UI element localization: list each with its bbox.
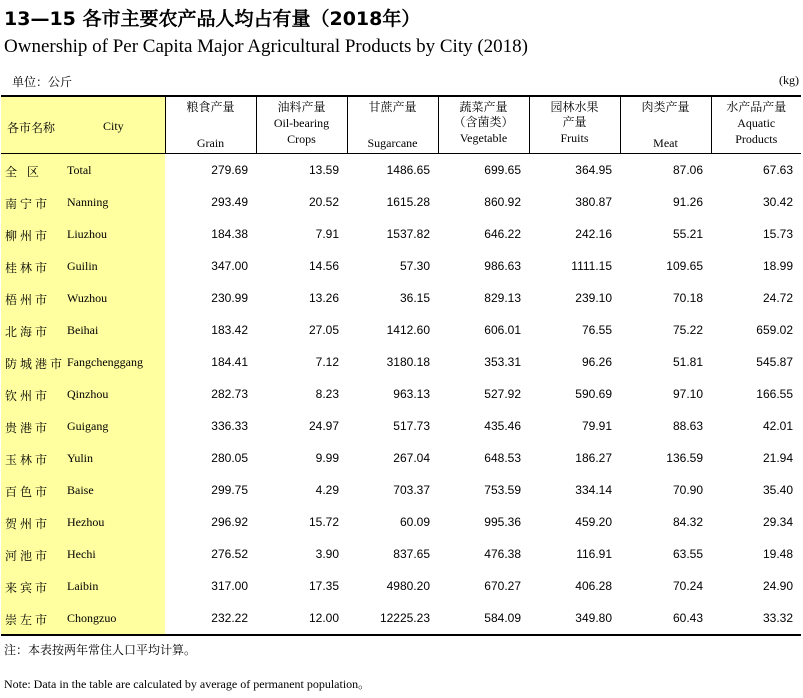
value-fruits: 242.16 bbox=[575, 227, 612, 241]
city-name-en: Baise bbox=[67, 483, 94, 497]
table-header-row bbox=[1, 96, 801, 154]
city-name-en: Qinzhou bbox=[67, 387, 109, 401]
value-grain: 184.41 bbox=[211, 355, 248, 369]
value-fruits: 459.20 bbox=[575, 515, 612, 529]
value-oil: 3.90 bbox=[315, 547, 339, 561]
value-aquatic: 35.40 bbox=[762, 483, 793, 497]
header-aquatic-en1: Aquatic bbox=[737, 116, 776, 130]
header-meat-cn: 肉类产量 bbox=[641, 100, 690, 114]
city-cell bbox=[1, 378, 165, 410]
value-sugarcane: 703.37 bbox=[393, 483, 430, 497]
city-cell bbox=[1, 602, 165, 635]
unit-label-cn: 单位：公斤 bbox=[12, 75, 73, 89]
city-name-en: Guigang bbox=[67, 419, 109, 433]
table-row bbox=[1, 474, 801, 506]
city-name-en: Hezhou bbox=[67, 515, 105, 529]
header-oil-en1: Oil-bearing bbox=[273, 116, 330, 130]
value-vegetable: 670.27 bbox=[484, 579, 521, 593]
value-aquatic: 166.55 bbox=[756, 387, 793, 401]
value-aquatic: 545.87 bbox=[756, 355, 793, 369]
city-cell bbox=[1, 538, 165, 570]
footnote-cn: 注：本表按两年常住人口平均计算。 bbox=[4, 643, 197, 657]
city-name-en: Nanning bbox=[67, 195, 109, 209]
unit-label-en: (kg) bbox=[779, 73, 799, 87]
page-title-cn: 13—15 各市主要农产品人均占有量（2018年） bbox=[4, 8, 421, 30]
header-sugarcane-en: Sugarcane bbox=[367, 136, 418, 150]
table-row bbox=[1, 346, 801, 378]
value-fruits: 334.14 bbox=[575, 483, 612, 497]
value-oil: 17.35 bbox=[308, 579, 339, 593]
value-fruits: 406.28 bbox=[575, 579, 612, 593]
header-fruits-cn: 园林水果 bbox=[550, 100, 599, 114]
city-name-cn: 南宁市 bbox=[5, 197, 51, 211]
value-oil: 27.05 bbox=[308, 323, 339, 337]
header-sugarcane bbox=[347, 96, 438, 154]
table-row bbox=[1, 538, 801, 570]
value-grain: 183.42 bbox=[211, 323, 248, 337]
value-meat: 84.32 bbox=[672, 515, 703, 529]
table-row bbox=[1, 378, 801, 410]
value-grain: 279.69 bbox=[211, 163, 248, 177]
value-sugarcane: 1412.60 bbox=[386, 323, 430, 337]
value-meat: 55.21 bbox=[672, 227, 703, 241]
value-meat: 63.55 bbox=[672, 547, 703, 561]
value-vegetable: 584.09 bbox=[484, 611, 521, 625]
value-oil: 12.00 bbox=[308, 611, 339, 625]
value-fruits: 364.95 bbox=[575, 163, 612, 177]
city-cell bbox=[1, 154, 165, 187]
value-grain: 184.38 bbox=[211, 227, 248, 241]
header-meat-en: Meat bbox=[653, 136, 678, 150]
value-vegetable: 646.22 bbox=[484, 227, 521, 241]
city-name-cn: 贵港市 bbox=[5, 421, 51, 435]
value-vegetable: 699.65 bbox=[484, 163, 521, 177]
city-name-cn: 全 区 bbox=[5, 165, 42, 179]
header-aquatic-cn: 水产品产量 bbox=[726, 100, 787, 114]
value-vegetable: 353.31 bbox=[484, 355, 521, 369]
header-oil-cn: 油料产量 bbox=[277, 100, 326, 114]
table-row bbox=[1, 250, 801, 282]
value-oil: 4.29 bbox=[315, 483, 339, 497]
value-fruits: 380.87 bbox=[575, 195, 612, 209]
value-sugarcane: 963.13 bbox=[393, 387, 430, 401]
value-oil: 9.99 bbox=[315, 451, 339, 465]
city-cell bbox=[1, 186, 165, 218]
city-name-cn: 钦州市 bbox=[5, 389, 51, 403]
table-row bbox=[1, 186, 801, 218]
value-meat: 70.24 bbox=[672, 579, 703, 593]
city-cell bbox=[1, 442, 165, 474]
value-fruits: 116.91 bbox=[576, 547, 612, 561]
value-meat: 97.10 bbox=[672, 387, 703, 401]
value-aquatic: 42.01 bbox=[762, 419, 793, 433]
value-oil: 8.23 bbox=[315, 387, 339, 401]
city-name-cn: 崇左市 bbox=[5, 613, 51, 627]
value-vegetable: 606.01 bbox=[484, 323, 521, 337]
city-cell bbox=[1, 314, 165, 346]
value-aquatic: 21.94 bbox=[762, 451, 793, 465]
table-row bbox=[1, 602, 801, 635]
value-sugarcane: 12225.23 bbox=[379, 611, 430, 625]
table-row bbox=[1, 314, 801, 346]
table-row bbox=[1, 506, 801, 538]
value-vegetable: 476.38 bbox=[484, 547, 521, 561]
header-fruits bbox=[529, 96, 620, 154]
city-cell bbox=[1, 218, 165, 250]
city-name-cn: 柳州市 bbox=[5, 229, 51, 243]
value-grain: 347.00 bbox=[211, 259, 248, 273]
city-name-cn: 玉林市 bbox=[5, 453, 51, 467]
header-fruits-cn2: 产量 bbox=[562, 115, 587, 129]
value-fruits: 96.26 bbox=[581, 355, 612, 369]
value-oil: 15.72 bbox=[308, 515, 339, 529]
table-body bbox=[1, 154, 801, 636]
city-name-en: Hechi bbox=[67, 547, 96, 561]
city-name-cn: 北海市 bbox=[5, 325, 51, 339]
value-sugarcane: 1486.65 bbox=[386, 163, 430, 177]
city-cell bbox=[1, 250, 165, 282]
header-grain bbox=[165, 96, 256, 154]
header-vegetable bbox=[438, 96, 529, 154]
table-row bbox=[1, 282, 801, 314]
value-sugarcane: 267.04 bbox=[393, 451, 430, 465]
city-cell bbox=[1, 410, 165, 442]
value-aquatic: 19.48 bbox=[762, 547, 793, 561]
city-cell bbox=[1, 474, 165, 506]
value-oil: 7.91 bbox=[315, 227, 339, 241]
city-cell bbox=[1, 570, 165, 602]
header-fruits-en: Fruits bbox=[560, 131, 589, 145]
header-city bbox=[1, 96, 165, 154]
value-meat: 51.81 bbox=[672, 355, 703, 369]
value-sugarcane: 3180.18 bbox=[386, 355, 430, 369]
value-fruits: 186.27 bbox=[575, 451, 612, 465]
value-grain: 299.75 bbox=[211, 483, 248, 497]
value-meat: 70.90 bbox=[672, 483, 703, 497]
value-aquatic: 29.34 bbox=[762, 515, 793, 529]
city-name-cn: 防城港市 bbox=[5, 357, 66, 371]
value-sugarcane: 517.73 bbox=[393, 419, 430, 433]
value-fruits: 590.69 bbox=[575, 387, 612, 401]
value-meat: 87.06 bbox=[672, 163, 703, 177]
city-cell bbox=[1, 506, 165, 538]
value-sugarcane: 1537.82 bbox=[386, 227, 430, 241]
city-cell bbox=[1, 282, 165, 314]
header-city-en: City bbox=[103, 119, 124, 133]
header-aquatic bbox=[711, 96, 801, 154]
value-fruits: 1111.15 bbox=[571, 259, 612, 273]
value-oil: 13.26 bbox=[308, 291, 339, 305]
value-aquatic: 24.90 bbox=[762, 579, 793, 593]
value-grain: 282.73 bbox=[211, 387, 248, 401]
header-grain-en: Grain bbox=[196, 136, 225, 150]
value-oil: 14.56 bbox=[308, 259, 339, 273]
header-oil-en2: Crops bbox=[287, 132, 316, 146]
header-oil bbox=[256, 96, 347, 154]
value-meat: 91.26 bbox=[672, 195, 703, 209]
header-grain-cn: 粮食产量 bbox=[186, 100, 235, 114]
value-vegetable: 527.92 bbox=[484, 387, 521, 401]
table-row bbox=[1, 154, 801, 187]
value-sugarcane: 57.30 bbox=[399, 259, 430, 273]
city-name-en: Beihai bbox=[67, 323, 99, 337]
value-vegetable: 860.92 bbox=[484, 195, 521, 209]
value-meat: 109.65 bbox=[666, 259, 703, 273]
value-fruits: 239.10 bbox=[575, 291, 612, 305]
value-vegetable: 753.59 bbox=[484, 483, 521, 497]
value-sugarcane: 4980.20 bbox=[386, 579, 430, 593]
city-name-cn: 百色市 bbox=[5, 485, 51, 499]
header-vegetable-cn2: （含菌类） bbox=[453, 115, 514, 129]
value-oil: 24.97 bbox=[308, 419, 339, 433]
value-oil: 7.12 bbox=[315, 355, 339, 369]
city-name-en: Guilin bbox=[67, 259, 98, 273]
value-fruits: 349.80 bbox=[575, 611, 612, 625]
value-aquatic: 30.42 bbox=[762, 195, 793, 209]
value-sugarcane: 837.65 bbox=[393, 547, 430, 561]
value-vegetable: 986.63 bbox=[484, 259, 521, 273]
value-oil: 13.59 bbox=[308, 163, 339, 177]
table-row bbox=[1, 218, 801, 250]
table-row bbox=[1, 570, 801, 602]
data-table bbox=[1, 95, 801, 636]
value-vegetable: 829.13 bbox=[484, 291, 521, 305]
value-vegetable: 648.53 bbox=[484, 451, 521, 465]
value-sugarcane: 60.09 bbox=[399, 515, 430, 529]
value-meat: 88.63 bbox=[672, 419, 703, 433]
value-vegetable: 435.46 bbox=[484, 419, 521, 433]
footnote-en: Note: Data in the table are calculated by average of permanent population。 bbox=[4, 677, 371, 691]
value-meat: 136.59 bbox=[666, 451, 703, 465]
value-grain: 293.49 bbox=[211, 195, 248, 209]
value-fruits: 76.55 bbox=[581, 323, 612, 337]
city-name-en: Chongzuo bbox=[67, 611, 117, 625]
value-sugarcane: 36.15 bbox=[399, 291, 430, 305]
page-title-en: Ownership of Per Capita Major Agricultural Products by City (2018) bbox=[4, 36, 529, 57]
value-meat: 75.22 bbox=[672, 323, 703, 337]
value-meat: 60.43 bbox=[672, 611, 703, 625]
city-name-en: Total bbox=[67, 163, 92, 177]
header-aquatic-en2: Products bbox=[735, 132, 778, 146]
header-city-cn: 各市名称 bbox=[7, 121, 56, 135]
value-grain: 230.99 bbox=[211, 291, 248, 305]
table-row bbox=[1, 442, 801, 474]
city-name-cn: 贺州市 bbox=[5, 517, 51, 531]
city-name-cn: 桂林市 bbox=[5, 261, 51, 275]
value-meat: 70.18 bbox=[672, 291, 703, 305]
value-aquatic: 67.63 bbox=[762, 163, 793, 177]
city-cell bbox=[1, 346, 165, 378]
header-vegetable-cn: 蔬菜产量 bbox=[459, 100, 508, 114]
value-aquatic: 18.99 bbox=[762, 259, 793, 273]
city-name-cn: 河池市 bbox=[5, 549, 51, 563]
value-aquatic: 659.02 bbox=[756, 323, 793, 337]
city-name-en: Wuzhou bbox=[67, 291, 108, 305]
table-row bbox=[1, 410, 801, 442]
value-sugarcane: 1615.28 bbox=[386, 195, 430, 209]
value-grain: 232.22 bbox=[211, 611, 248, 625]
header-vegetable-en: Vegetable bbox=[459, 131, 508, 145]
value-aquatic: 15.73 bbox=[762, 227, 793, 241]
value-grain: 276.52 bbox=[211, 547, 248, 561]
header-meat bbox=[620, 96, 711, 154]
city-name-en: Laibin bbox=[67, 579, 99, 593]
city-name-en: Fangchenggang bbox=[67, 355, 143, 369]
value-grain: 296.92 bbox=[211, 515, 248, 529]
header-sugarcane-cn: 甘蔗产量 bbox=[368, 100, 417, 114]
value-grain: 317.00 bbox=[211, 579, 248, 593]
city-name-cn: 来宾市 bbox=[5, 581, 51, 595]
city-name-en: Yulin bbox=[67, 451, 94, 465]
value-fruits: 79.91 bbox=[581, 419, 612, 433]
value-grain: 280.05 bbox=[211, 451, 248, 465]
city-name-cn: 梧州市 bbox=[5, 293, 51, 307]
value-grain: 336.33 bbox=[211, 419, 248, 433]
value-aquatic: 33.32 bbox=[762, 611, 793, 625]
city-name-en: Liuzhou bbox=[67, 227, 107, 241]
value-oil: 20.52 bbox=[308, 195, 339, 209]
value-aquatic: 24.72 bbox=[762, 291, 793, 305]
value-vegetable: 995.36 bbox=[484, 515, 521, 529]
